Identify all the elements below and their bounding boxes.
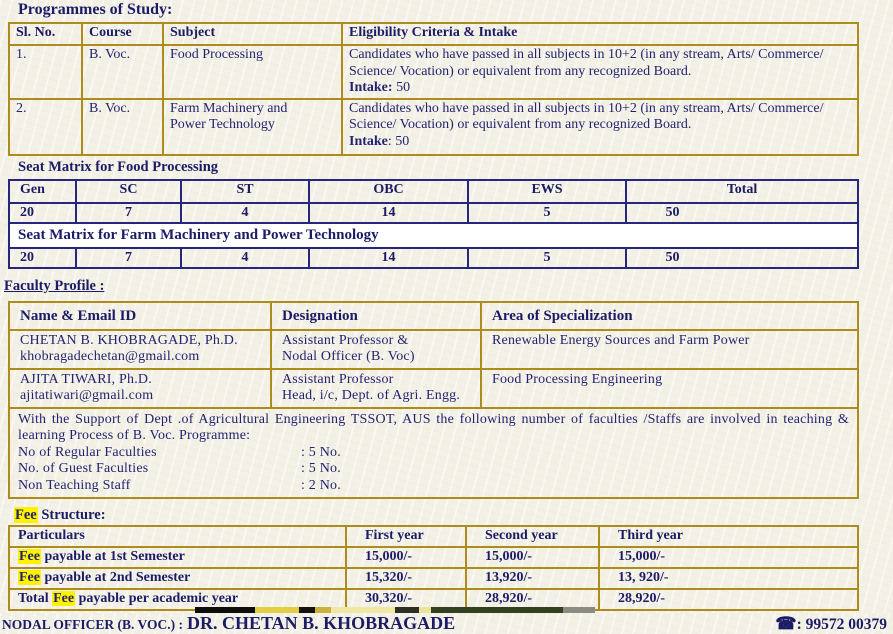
eligibility-text: Candidates who have passed in all subjects in 10+2 (in any stream, Arts/ Commerce/ Science/ Vocation) or equivalent from any recognized Board. [349, 100, 824, 132]
fee-highlight: Fee [19, 569, 40, 585]
col-header-sc: SC [76, 180, 181, 203]
col-header-designation: Designation [271, 302, 481, 330]
staff-count-value: : 2 No. [301, 477, 341, 493]
cell-designation [271, 369, 481, 408]
fee-second-year: 15,000/- [466, 547, 599, 568]
cell-specialization: Food Processing Engineering [481, 369, 858, 408]
staff-count-line [18, 461, 849, 478]
cell-designation [271, 330, 481, 369]
fee-highlight: Fee [53, 590, 75, 606]
designation-line-1: Assistant Professor & [282, 332, 409, 348]
seat-value-gen: 20 [9, 248, 76, 269]
seat-value-obc: 14 [309, 203, 468, 224]
fee-third-year: 13, 920/- [599, 568, 858, 589]
col-header-gen: Gen [9, 180, 76, 203]
fee-label-rest: payable per academic year [75, 590, 239, 606]
intake-value: 50 [392, 80, 411, 95]
seat-value-ews: 5 [468, 203, 626, 224]
faculty-email: khobragadechetan@gmail.com [20, 349, 200, 364]
programmes-header-row [9, 23, 858, 45]
cell-eligibility [342, 45, 858, 99]
seat-matrix-farm-heading: Seat Matrix for Farm Machinery and Power Technology [9, 223, 858, 248]
support-note: With the Support of Dept .of Agricultural Engineering TSSOT, AUS the following number of faculties /Staffs are involved in teaching & learning Process of B. Voc. Programme: [18, 411, 849, 443]
col-header-third-year: Third year [599, 526, 858, 547]
fee-highlight: Fee [15, 506, 37, 523]
nodal-officer-name: DR. CHETAN B. KHOBRAGADE [186, 612, 456, 633]
faculty-support-row [9, 408, 858, 498]
col-header-total: Total [626, 180, 858, 203]
seat-value-gen: 20 [9, 203, 76, 224]
phone-line [775, 614, 887, 634]
seat-matrix-food-row [9, 203, 858, 224]
staff-count-label: Non Teaching Staff [18, 477, 131, 493]
col-header-obc: OBC [309, 180, 468, 203]
cell-name-email [9, 369, 271, 408]
fee-heading-rest: Structure: [37, 506, 106, 523]
fee-header-row [9, 526, 858, 547]
seat-value-sc: 7 [76, 203, 181, 224]
cell-subject: Food Processing [163, 45, 342, 99]
faculty-row-1 [9, 330, 858, 369]
faculty-support-cell [9, 408, 858, 498]
cell-subject [163, 99, 342, 155]
fee-particular [9, 547, 346, 568]
col-header-eligibility: Eligibility Criteria & Intake [342, 23, 858, 45]
faculty-row-2 [9, 369, 858, 408]
fee-first-year: 15,000/- [346, 547, 466, 568]
seat-value-st: 4 [181, 203, 309, 224]
fee-structure-heading [14, 507, 857, 524]
fee-second-year: 28,920/- [466, 589, 599, 610]
faculty-name: AJITA TIWARI, Ph.D. [20, 371, 152, 387]
col-header-subject: Subject [163, 23, 342, 45]
fee-second-year: 13,920/- [466, 568, 599, 589]
fee-label-prefix: Total [18, 590, 53, 606]
cell-name-email [9, 330, 271, 369]
fee-third-year: 28,920/- [599, 589, 858, 610]
fee-row-1 [9, 547, 858, 568]
cell-slno: 1. [9, 45, 82, 99]
faculty-header-row [9, 302, 858, 330]
seat-value-st: 4 [181, 248, 309, 269]
staff-count-value: : 5 No. [301, 461, 341, 476]
telephone-icon: ☎ [775, 613, 797, 633]
fee-first-year: 30,320/- [346, 589, 466, 610]
seat-matrix-food-heading: Seat Matrix for Food Processing [18, 158, 219, 175]
seat-value-sc: 7 [76, 248, 181, 269]
seat-value-total: 50 [626, 203, 858, 224]
col-header-particulars: Particulars [9, 526, 346, 547]
designation-line-2: Head, i/c, Dept. of Agri. Engg. [282, 388, 461, 403]
fee-table [8, 525, 859, 611]
fee-row-2 [9, 568, 858, 589]
footer [2, 613, 887, 634]
fee-label-rest: payable at 2nd Semester [40, 569, 191, 585]
phone-number: : 99572 00379 [796, 615, 887, 633]
col-header-slno: Sl. No. [9, 23, 82, 45]
eligibility-text: Candidates who have passed in all subjects in 10+2 (in any stream, Arts/ Commerce/ Science/ Vocation) or equivalent from any recognized Board. [349, 47, 824, 79]
document-page [2, 0, 887, 634]
faculty-profile-heading: Faculty Profile : [4, 278, 105, 294]
col-header-name-email: Name & Email ID [9, 302, 271, 330]
seat-value-total: 50 [626, 248, 858, 269]
faculty-name: CHETAN B. KHOBRAGADE, Ph.D. [20, 332, 238, 348]
seat-matrix-farm-row [9, 248, 858, 269]
faculty-table [8, 301, 859, 499]
nodal-officer-label: NODAL OFFICER (B. VOC.) : [2, 616, 183, 632]
programmes-row-1 [9, 45, 858, 99]
staff-count-label: No. of Guest Faculties [18, 461, 149, 476]
fee-highlight: Fee [19, 548, 40, 564]
cell-slno: 2. [9, 99, 82, 155]
fee-third-year: 15,000/- [599, 547, 858, 568]
fee-first-year: 15,320/- [346, 568, 466, 589]
subject-text: Farm Machinery and Power Technology [170, 100, 288, 132]
fee-label-rest: payable at 1st Semester [40, 548, 185, 564]
nodal-officer-line [2, 613, 455, 634]
seat-value-obc: 14 [309, 248, 468, 269]
designation-line-2: Nodal Officer (B. Voc) [282, 349, 415, 364]
programmes-row-2 [9, 99, 858, 155]
staff-count-line [18, 478, 849, 495]
seat-matrix-farm-heading-row [9, 223, 858, 248]
col-header-second-year: Second year [466, 526, 599, 547]
intake-line [349, 134, 851, 151]
faculty-email: ajitatiwari@gmail.com [20, 388, 154, 403]
col-header-course: Course [82, 23, 163, 45]
intake-label: Intake [349, 133, 388, 149]
fee-particular [9, 568, 346, 589]
intake-line [349, 80, 851, 97]
col-header-st: ST [181, 180, 309, 203]
col-header-first-year: First year [346, 526, 466, 547]
col-header-ews: EWS [468, 180, 626, 203]
col-header-specialization: Area of Specialization [481, 302, 858, 330]
seat-value-ews: 5 [468, 248, 626, 269]
cell-eligibility [342, 99, 858, 155]
photo-strip-cropped [195, 607, 595, 613]
cell-specialization: Renewable Energy Sources and Farm Power [481, 330, 858, 369]
intake-value: : 50 [387, 133, 410, 149]
staff-count-line [18, 445, 849, 462]
seat-matrix-table [8, 179, 859, 270]
page-title: Programmes of Study: [18, 1, 173, 18]
intake-label: Intake: [349, 80, 393, 95]
seat-matrix-header-row [9, 180, 858, 203]
cell-course: B. Voc. [82, 45, 163, 99]
cell-course: B. Voc. [82, 99, 163, 155]
staff-count-value: : 5 No. [301, 444, 341, 460]
programmes-table [8, 22, 859, 156]
designation-line-1: Assistant Professor [282, 371, 394, 387]
staff-count-label: No of Regular Faculties [18, 444, 157, 460]
